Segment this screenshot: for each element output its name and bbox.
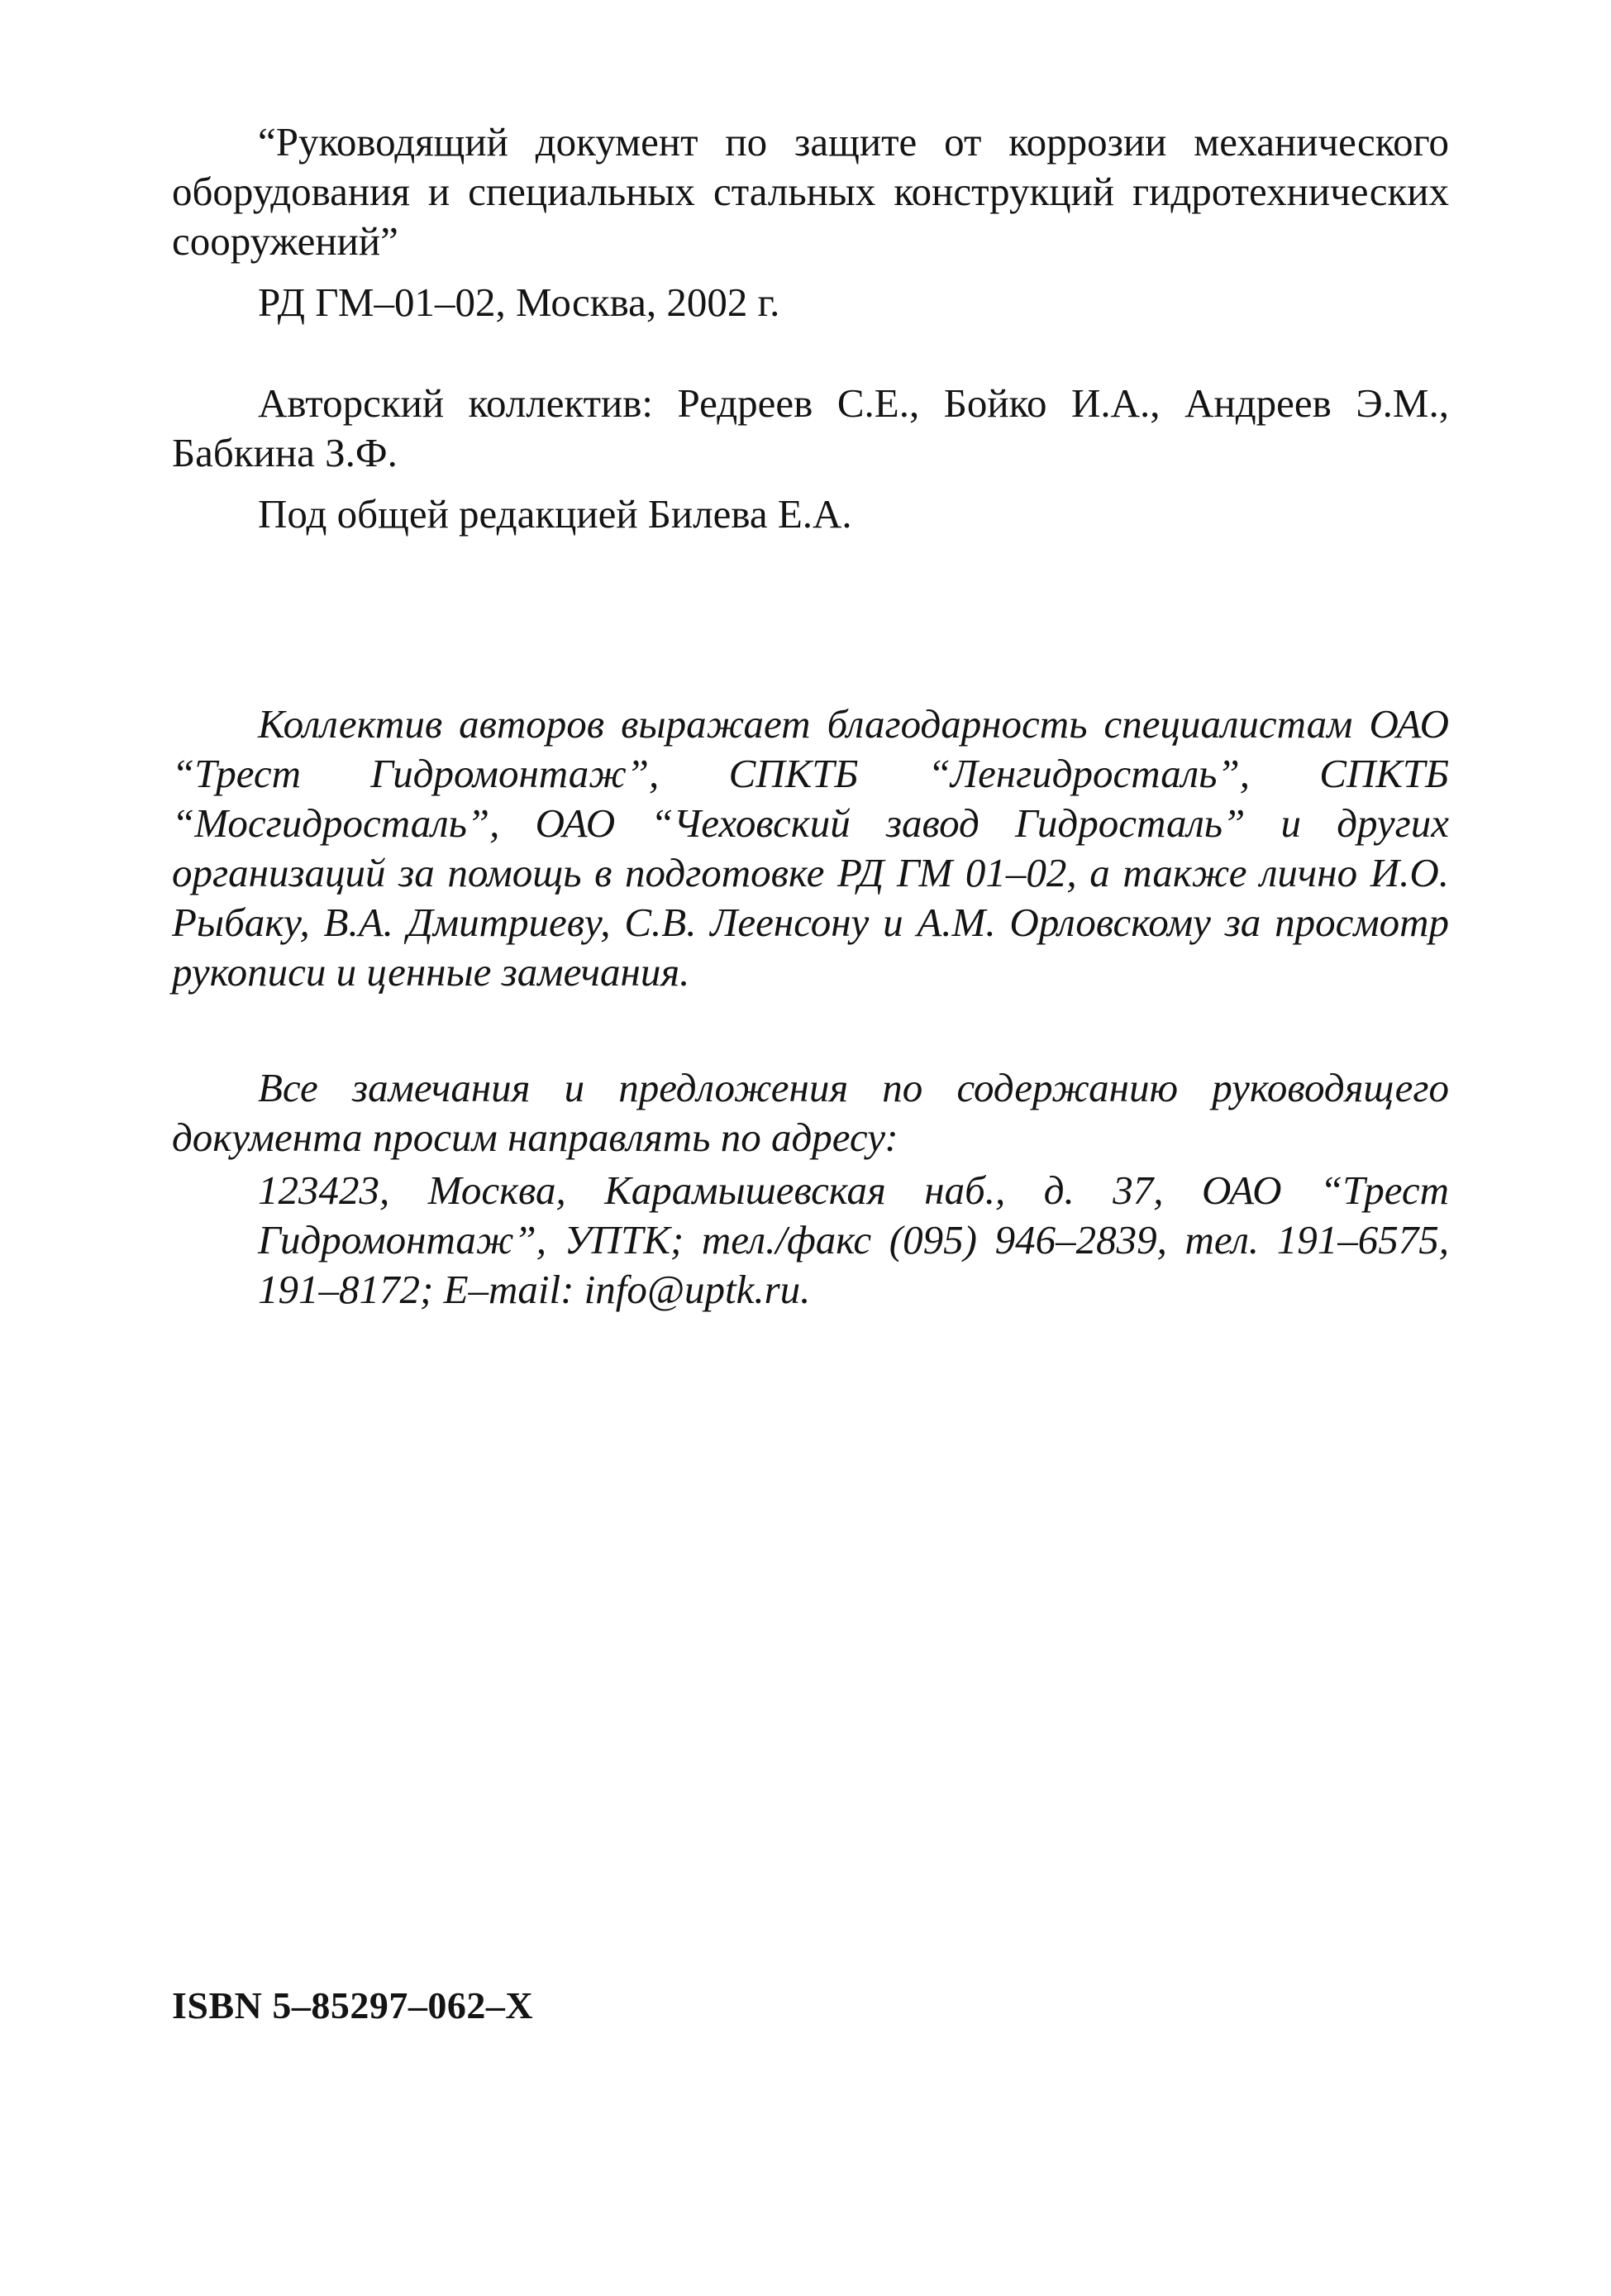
acknowledgement-section [172, 699, 1449, 997]
acknowledgement-text: Коллектив авторов выражает благодарность специалистам ОАО “Трест Гидромонтаж”, СПКТБ “Ленгидросталь”, СПКТБ “Мосгидросталь”, ОАО “Чеховский завод Гидросталь” и других организаций за помощь в подготовке РД ГМ 01–02, а также лично И.О. Рыбаку, В.А. Дмитриеву, С.В. Леенсону и А.М. Орловскому за просмотр рукописи и ценные замечания. [172, 701, 1449, 995]
isbn-number: ISBN 5–85297–062–X [172, 1984, 534, 2026]
general-editor: Под общей редакцией Билева Е.А. [258, 491, 852, 537]
document-title: “Руководящий документ по защите от коррозии механического оборудования и специальных стальных конструкций гидротехнических сооружений” [172, 119, 1449, 264]
authors-section [172, 379, 1449, 539]
contact-intro: Все замечания и предложения по содержанию руководящего документа просим направлять по адресу: [172, 1065, 1449, 1160]
contact-section [172, 1063, 1449, 1315]
document-designation: РД ГМ–01–02, Москва, 2002 г. [258, 279, 780, 325]
title-section [172, 117, 1449, 327]
author-collective: Авторский коллектив: Редреев С.Е., Бойко И.А., Андреев Э.М., Бабкина З.Ф. [172, 380, 1449, 475]
contact-address: 123423, Москва, Карамышевская наб., д. 37, ОАО “Трест Гидромонтаж”, УПТК; тел./факс (095) 946–2839, тел. 191–6575, 191–8172; E–mail: info@uptk.ru. [258, 1167, 1449, 1312]
